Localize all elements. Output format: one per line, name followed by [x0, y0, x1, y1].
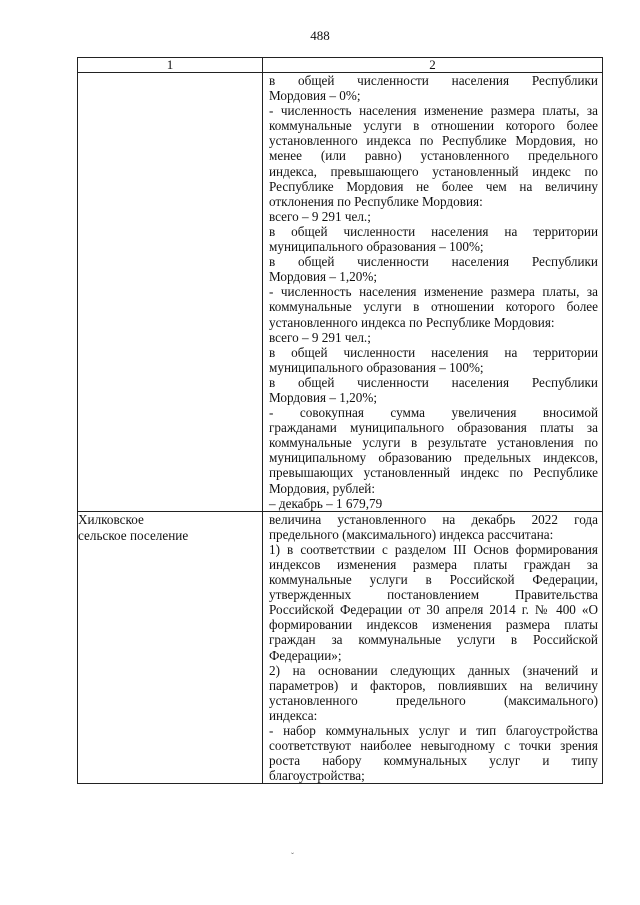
- text-line: коммунальные услуги в результате установления по: [269, 435, 598, 451]
- text-line: - численность населения изменение размера платы, за: [269, 284, 598, 300]
- page-number: 488: [310, 28, 330, 43]
- text-line: формировании индексов изменения размера платы: [269, 617, 598, 633]
- text-line: величина установленного на декабрь 2022 года: [269, 511, 598, 527]
- row1-description-cell: [263, 73, 603, 512]
- text-line: – декабрь – 1 679,79: [269, 495, 383, 511]
- header-col-2: 2: [263, 58, 603, 73]
- text-line: в общей численности населения Республики: [269, 254, 598, 270]
- text-line: граждан за коммунальные услуги в Российской: [269, 632, 598, 648]
- text-line: утвержденных постановлением Правительства: [269, 587, 598, 603]
- text-line: предельного (максимального) индекса рассчитана:: [269, 526, 554, 542]
- row2-municipality-cell: [78, 511, 263, 784]
- text-line: соответствуют наиболее невыгодному с точки зрения: [269, 738, 598, 754]
- text-line: Республике Мордовия не более чем на величину: [269, 178, 598, 194]
- text-line: Мордовия – 0%;: [269, 88, 361, 104]
- text-line: установленного индекса по Республике Мордовия, но: [269, 133, 598, 149]
- text-line: роста набору коммунальных услуг и типу: [269, 753, 598, 769]
- text-line: всего – 9 291 чел.;: [269, 208, 371, 224]
- table-row-khilkovskoe: [78, 511, 603, 784]
- text-line: коммунальные услуги в отношении которого более: [269, 118, 598, 134]
- text-line: Российской Федерации от 30 апреля 2014 г. № 400 «О: [269, 602, 598, 618]
- text-line: 2) на основании следующих данных (значений и: [269, 662, 598, 678]
- text-line: отклонения по Республике Мордовия:: [269, 193, 483, 209]
- text-line: гражданами муниципального образования платы за: [269, 420, 598, 436]
- text-line: параметров) и факторов, повлиявших на величину: [269, 677, 598, 693]
- text-line: - набор коммунальных услуг и тип благоустройства: [269, 723, 598, 739]
- text-line: в общей численности населения на территории: [269, 223, 598, 239]
- text-line: коммунальные услуги в Российской Федерации,: [269, 572, 598, 588]
- text-line: установленного индекса по Республике Мордовия:: [269, 314, 555, 330]
- row2-description-cell: [263, 511, 603, 784]
- text-line: Мордовия – 1,20%;: [269, 389, 377, 405]
- municipality-name: Хилковское: [78, 511, 144, 527]
- text-line: индекса, превышающего установленный индекс по: [269, 163, 598, 179]
- text-line: - совокупная сумма увеличения вносимой: [269, 405, 598, 421]
- text-line: установленного предельного (максимального): [269, 692, 598, 708]
- header-col-1: 1: [78, 58, 263, 73]
- table-header-row: [78, 58, 603, 73]
- text-line: всего – 9 291 чел.;: [269, 329, 371, 345]
- text-line: в общей численности населения на территории: [269, 344, 598, 360]
- text-line: коммунальные услуги в отношении которого более: [269, 299, 598, 315]
- text-line: Мордовия – 1,20%;: [269, 269, 377, 285]
- text-line: муниципальному образованию предельных индексов,: [269, 450, 598, 466]
- text-line: Федерации»;: [269, 647, 342, 663]
- text-line: в общей численности населения Республики: [269, 374, 598, 390]
- text-line: индексов изменения размера платы граждан за: [269, 557, 598, 572]
- text-line: Мордовия, рублей:: [269, 480, 376, 496]
- text-line: в общей численности населения Республики: [269, 73, 598, 88]
- text-line: менее (или равно) установленного предельного: [269, 148, 598, 164]
- text-line: муниципального образования – 100%;: [269, 239, 484, 255]
- text-line: муниципального образования – 100%;: [269, 359, 484, 375]
- text-line: - численность населения изменение размера платы, за: [269, 103, 598, 119]
- municipality-type: сельское поселение: [78, 527, 189, 543]
- table-row-continuation: [78, 73, 603, 512]
- text-line: 1) в соответствии с разделом III Основ формирования: [269, 541, 598, 557]
- row1-municipality-cell: [78, 73, 263, 512]
- scan-mark: ˇ: [291, 851, 294, 861]
- text-line: индекса:: [269, 707, 318, 723]
- text-line: благоустройства;: [269, 768, 365, 784]
- data-table: [77, 57, 603, 784]
- text-line: превышающих установленный индекс по Республике: [269, 465, 598, 481]
